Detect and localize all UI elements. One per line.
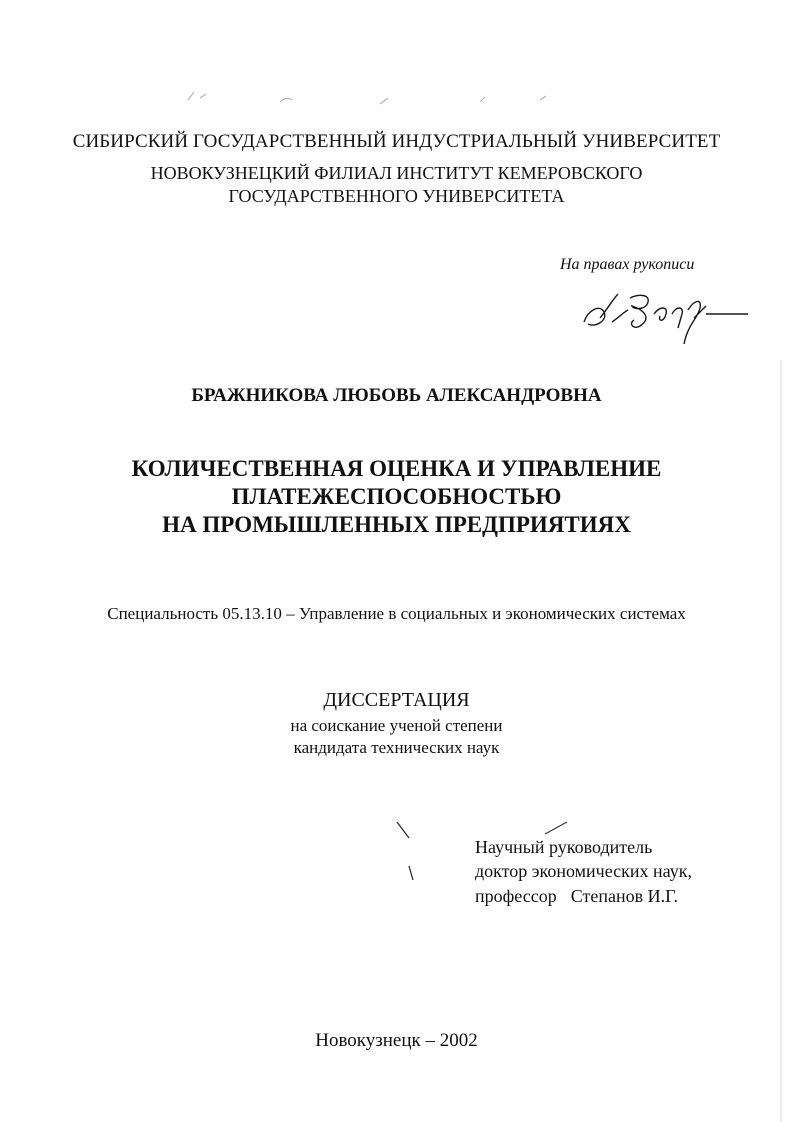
advisor-role: Научный руководитель	[475, 837, 653, 857]
manuscript-rights-note: На правах рукописи	[560, 256, 695, 273]
specialty-line: Специальность 05.13.10 – Управление в социальных и экономических системах	[107, 604, 686, 623]
scan-smudge	[180, 82, 580, 112]
author-name: БРАЖНИКОВА ЛЮБОВЬ АЛЕКСАНДРОВНА	[191, 385, 602, 406]
university-name: СИБИРСКИЙ ГОСУДАРСТВЕННЫЙ ИНДУСТРИАЛЬНЫЙ УНИВЕРСИТЕТ	[72, 131, 721, 152]
advisor-line	[475, 886, 678, 907]
author-signature	[578, 288, 753, 348]
advisor-position: профессор	[475, 886, 557, 906]
branch-name-line-2: ГОСУДАРСТВЕННОГО УНИВЕРСИТЕТА	[228, 186, 565, 206]
title-line-2: ПЛАТЕЖЕСПОСОБНОСТЬЮ	[231, 484, 562, 509]
advisor-name: Степанов И.Г.	[570, 886, 678, 906]
city-year: Новокузнецк – 2002	[315, 1030, 478, 1051]
degree-line-1: на соискание ученой степени	[290, 716, 503, 735]
title-line-1: КОЛИЧЕСТВЕННАЯ ОЦЕНКА И УПРАВЛЕНИЕ	[131, 456, 662, 481]
branch-name-line-1: НОВОКУЗНЕЦКИЙ ФИЛИАЛ ИНСТИТУТ КЕМЕРОВСКОГО	[150, 163, 643, 183]
degree-line-2: кандидата технических наук	[293, 738, 500, 757]
scan-edge	[776, 0, 786, 1122]
title-line-3: НА ПРОМЫШЛЕННЫХ ПРЕДПРИЯТИЯХ	[162, 512, 631, 537]
dissertation-heading: ДИССЕРТАЦИЯ	[323, 689, 470, 711]
advisor-degree: доктор экономических наук,	[475, 861, 692, 881]
